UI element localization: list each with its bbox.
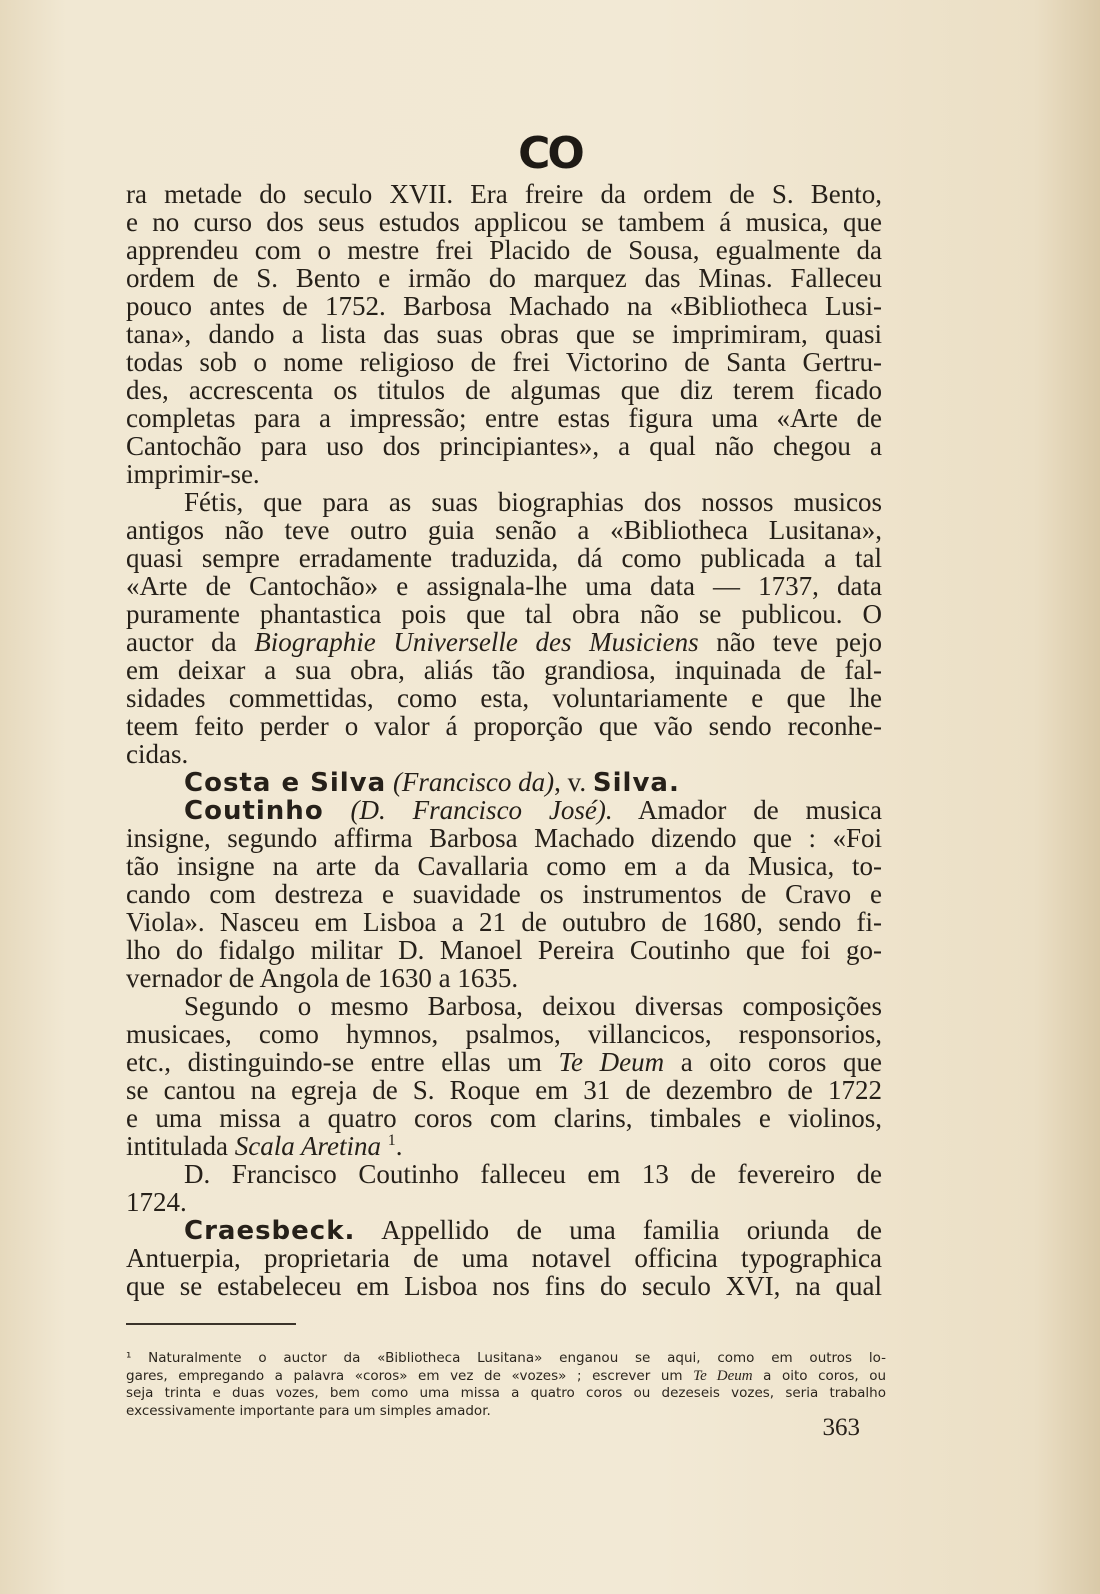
footnote-line: excessivamente importante para um simples amador. <box>126 1402 491 1419</box>
text-line: e no curso dos seus estudos applicou se tambem á musica, que <box>126 207 882 237</box>
text-line <box>126 796 882 824</box>
page-number: 363 <box>822 1414 860 1441</box>
entry-craesbeck <box>126 1216 882 1300</box>
paragraph-compositions <box>126 992 882 1160</box>
text-line: Cantochão para uso dos principiantes», a qual não chegou a <box>126 431 882 461</box>
entry-qualifier: (Francisco da) <box>392 767 555 797</box>
footnote-marker[interactable]: 1 <box>387 1132 396 1149</box>
text-fragment: etc., distinguindo-se entre ellas um <box>126 1047 542 1077</box>
text-line: insigne, segundo affirma Barbosa Machado dizendo que : «Foi <box>126 823 882 853</box>
text-line: cidas. <box>126 739 189 769</box>
main-text <box>126 180 882 1300</box>
text-line: D. Francisco Coutinho falleceu em 13 de fevereiro de <box>184 1159 882 1189</box>
italic-title: Scala Aretina <box>234 1131 381 1161</box>
text-line: se cantou na egreja de S. Roque em 31 de dezembro de 1722 <box>126 1075 882 1105</box>
entry-qualifier: (D. Francisco José). <box>350 795 613 825</box>
entry-costa-e-silva <box>126 768 882 796</box>
footnote-line: ¹ Naturalmente o auctor da «Bibliotheca Lusitana» enganou se aqui, como em outros lo- <box>126 1350 886 1366</box>
text-line: puramente phantastica pois que tal obra não se publicou. O <box>126 599 882 629</box>
footnote-divider <box>126 1323 296 1325</box>
text-line: antigos não teve outro guia senão a «Bibliotheca Lusitana», <box>126 515 882 545</box>
paragraph-1 <box>126 180 882 488</box>
italic-title: Biographie Universelle des Musiciens <box>254 627 699 657</box>
italic-title: Te Deum <box>693 1367 753 1384</box>
text-fragment: auctor da <box>126 627 237 657</box>
entry-heading: Coutinho <box>184 796 324 826</box>
footnote <box>126 1350 886 1420</box>
text-line: tão insigne na arte da Cavallaria como em a da Musica, to- <box>126 851 882 881</box>
text-line: quasi sempre erradamente traduzida, dá como publicada a tal <box>126 543 882 573</box>
text-fragment: Amador de musica <box>637 795 883 825</box>
text-fragment: não teve pejo <box>716 627 882 657</box>
text-line: 1724. <box>126 1187 187 1217</box>
text-line: teem feito perder o valor á proporção que vão sendo reconhe- <box>126 711 882 741</box>
text-fragment: gares, empregando a palavra «coros» em vez de «vozes» ; escrever um <box>126 1367 683 1384</box>
footnote-line <box>126 1368 886 1386</box>
text-line: todas sob o nome religioso de frei Victorino de Santa Gertru- <box>126 347 882 377</box>
italic-title: Te Deum <box>558 1047 665 1077</box>
text-line <box>126 1216 882 1244</box>
text-fragment: , v. <box>554 767 587 797</box>
entry-heading: Craesbeck. <box>184 1216 356 1246</box>
text-fragment: a oito coros que <box>680 1047 883 1077</box>
text-line: completas para a impressão; entre estas figura uma «Arte de <box>126 403 882 433</box>
text-line: cando com destreza e suavidade os instrumentos de Cravo e <box>126 879 882 909</box>
paragraph-death <box>126 1160 882 1216</box>
text-line: em deixar a sua obra, aliás tão grandiosa, inquinada de fal- <box>126 655 882 685</box>
cross-reference: Silva. <box>592 768 680 798</box>
text-fragment: intitulada <box>126 1131 228 1161</box>
running-head: CO <box>518 128 582 179</box>
text-line <box>126 1132 882 1160</box>
text-line: vernador de Angola de 1630 a 1635. <box>126 963 519 993</box>
text-line: Segundo o mesmo Barbosa, deixou diversas composições <box>184 991 882 1021</box>
text-line: lho do fidalgo militar D. Manoel Pereira Coutinho que foi go- <box>126 935 882 965</box>
text-line: ordem de S. Bento e irmão do marquez das Minas. Falleceu <box>126 263 882 293</box>
text-line: «Arte de Cantochão» e assignala-lhe uma data — 1737, data <box>126 571 882 601</box>
text-fragment: . <box>395 1131 403 1161</box>
text-line: des, accrescenta os titulos de algumas que diz terem ficado <box>126 375 882 405</box>
entry-heading: Costa e Silva <box>184 768 387 798</box>
text-line: musicaes, como hymnos, psalmos, villancicos, responsorios, <box>126 1019 882 1049</box>
text-line: apprendeu com o mestre frei Placido de Sousa, egualmente da <box>126 235 882 265</box>
text-line: ra metade do seculo XVII. Era freire da ordem de S. Bento, <box>126 179 882 209</box>
text-line: Viola». Nasceu em Lisboa a 21 de outubro de 1680, sendo fi- <box>126 907 882 937</box>
footnote-line: seja trinta e duas vozes, bem como uma missa a quatro coros ou dezeseis vozes, seria trabalho <box>126 1385 886 1401</box>
paragraph-fetis <box>126 488 882 768</box>
text-fragment: a oito coros, ou <box>763 1367 887 1384</box>
text-line <box>126 768 882 796</box>
text-line: pouco antes de 1752. Barbosa Machado na «Bibliotheca Lusi- <box>126 291 882 321</box>
text-fragment: Appellido de uma familia oriunda de <box>381 1215 882 1245</box>
text-line: sidades commettidas, como esta, voluntariamente e que lhe <box>126 683 882 713</box>
entry-coutinho <box>126 796 882 992</box>
text-line: imprimir-se. <box>126 459 260 489</box>
text-line: tana», dando a lista das suas obras que se imprimiram, quasi <box>126 319 882 349</box>
text-line <box>126 628 882 656</box>
text-line <box>126 1048 882 1076</box>
text-line: Fétis, que para as suas biographias dos nossos musicos <box>184 487 882 517</box>
text-line: e uma missa a quatro coros com clarins, timbales e violinos, <box>126 1103 882 1133</box>
text-line: Antuerpia, proprietaria de uma notavel officina typographica <box>126 1243 882 1273</box>
text-line: que se estabeleceu em Lisboa nos fins do seculo XVI, na qual <box>126 1271 882 1301</box>
